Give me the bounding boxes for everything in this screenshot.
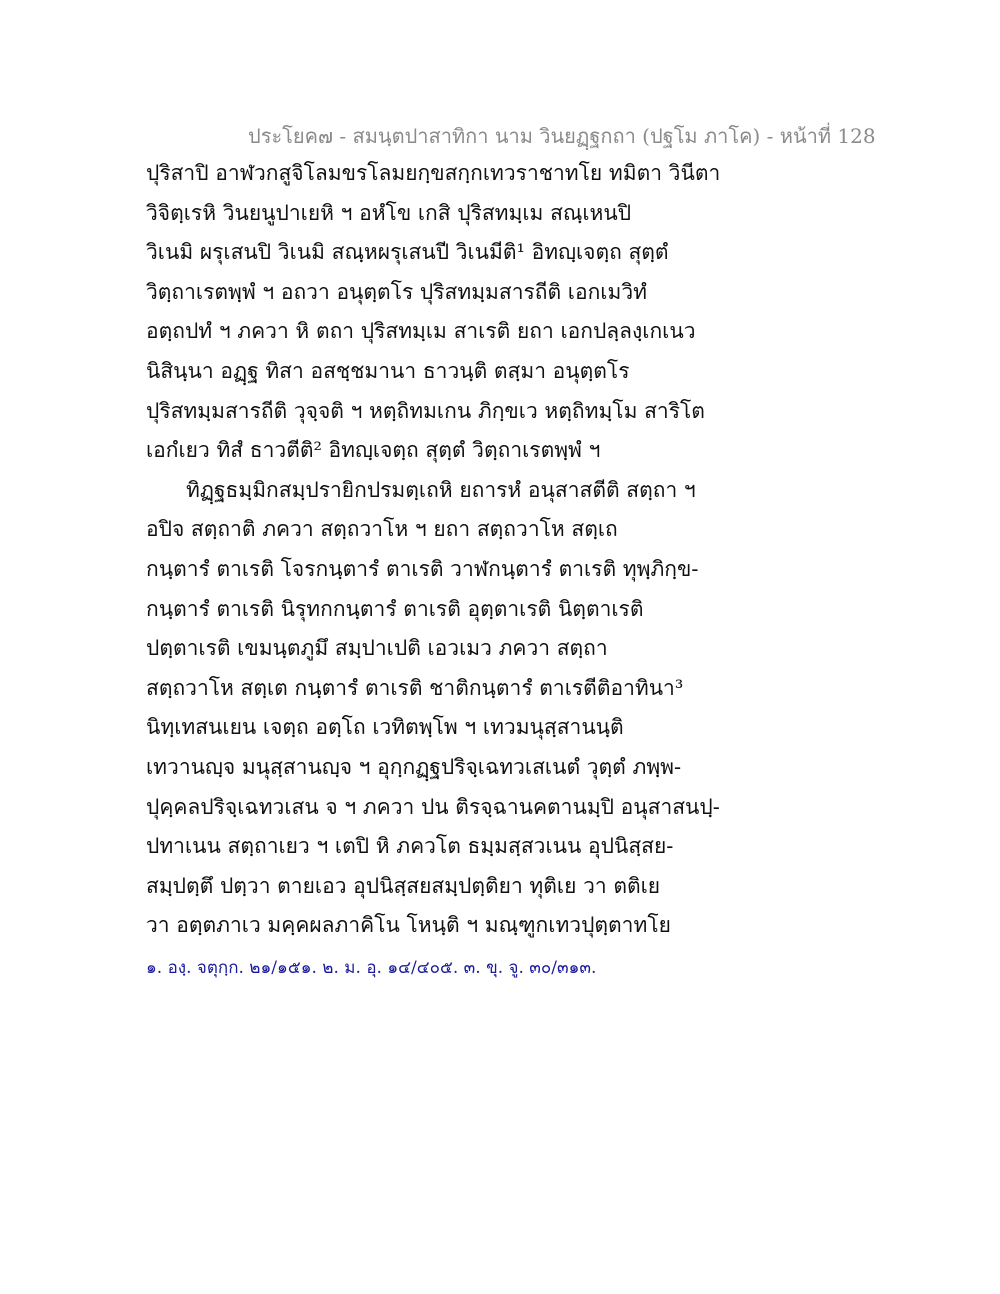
footnote: ๑. องฺ. จตุกฺก. ๒๑/๑๕๑. ๒. ม. อุ. ๑๔/๔๐๕. ๓. ขุ. จู. ๓๐/๓๑๓.	[146, 958, 597, 978]
text-line: อตฺถปทํ ฯ ภควา หิ ตถา ปุริสทมฺเม สาเรติ ยถา เอกปลฺลงฺเกเนว	[146, 319, 696, 344]
text-line: กนฺตารํ ตาเรติ โจรกนฺตารํ ตาเรติ วาฬกนฺตารํ ตาเรติ ทุพฺภิกฺข-	[146, 556, 699, 581]
text-line: สมฺปตฺตึ ปตฺวา ตายเอว อุปนิสฺสยสมฺปตฺติยา ทุติเย วา ตติเย	[146, 873, 661, 898]
text-line: ปุริสทมฺมสารถีติ วุจฺจติ ฯ หตฺถิทมเกน ภิกฺขเว หตฺถิทมฺโม สาริโต	[146, 398, 705, 423]
text-line: ปทาเนน สตฺถาเยว ฯ เตปิ หิ ภควโต ธมฺมสฺสวเนน อุปนิสฺสย-	[146, 834, 674, 859]
paragraph-start-line: ทิฏฺฐธมฺมิกสมฺปรายิกปรมตฺเถหิ ยถารหํ อนุสาสตีติ สตฺถา ฯ	[186, 477, 696, 502]
text-line: วิจิตฺเรหิ วินยนูปาเยหิ ฯ อหํโข เกสิ ปุริสทมฺเม สณฺเหนปิ	[146, 200, 632, 225]
text-line: กนฺตารํ ตาเรติ นิรุทกกนฺตารํ ตาเรติ อุตฺตาเรติ นิตฺตาเรติ	[146, 596, 644, 621]
text-line: สตฺถวาโห สตฺเต กนฺตารํ ตาเรติ ชาติกนฺตารํ ตาเรตีติอาทินา³	[146, 675, 684, 700]
text-line: วา อตฺตภาเว มคฺคผลภาคิโน โหนฺติ ฯ มณฺฑูกเทวปุตฺตาทโย	[146, 913, 671, 938]
text-line: ปุคฺคลปริจฺเฉทวเสน จ ฯ ภควา ปน ติรจฺฉานคตานมฺปิ อนุสาสนปฺ-	[146, 794, 720, 819]
text-line: นิทฺเทสนเยน เจตฺถ อตฺโถ เวทิตพฺโพ ฯ เทวมนุสฺสานนฺติ	[146, 715, 624, 740]
text-line: เอกํเยว ทิสํ ธาวตีติ² อิทญฺเจตฺถ สุตฺตํ วิตฺถาเรตพฺพํ ฯ	[146, 438, 601, 463]
page-header: ประโยค๗ - สมนฺตปาสาทิกา นาม วินยฏฺฐกถา (ปฐโม ภาโค) - หน้าที่ 128	[248, 124, 876, 148]
text-line: วิตฺถาเรตพฺพํ ฯ อถวา อนุตฺตโร ปุริสทมฺมสารถีติ เอกเมวิทํ	[146, 279, 647, 304]
text-line: ปตฺตาเรติ เขมนฺตภูมึ สมฺปาเปติ เอวเมว ภควา สตฺถา	[146, 636, 608, 661]
text-line: นิสินฺนา อฏฺฐ ทิสา อสชฺชมานา ธาวนฺติ ตสฺมา อนุตฺตโร	[146, 358, 630, 383]
text-line: วิเนมิ ผรุเสนปิ วิเนมิ สณฺหผรุเสนปี วิเนมีติ¹ อิทญฺเจตฺถ สุตฺตํ	[146, 240, 669, 265]
text-line: เทวานญฺจ มนุสฺสานญฺจ ฯ อุกฺกฏฺฐปริจฺเฉทวเสเนตํ วุตฺตํ ภพฺพ-	[146, 754, 682, 779]
body-text	[146, 154, 966, 946]
text-line: อปิจ สตฺถาติ ภควา สตฺถวาโห ฯ ยถา สตฺถวาโห สตฺเถ	[146, 517, 618, 542]
text-line: ปุริสาปิ อาฬวกสูจิโลมขรโลมยกฺขสกฺกเทวราชาทโย ทมิตา วินีตา	[146, 161, 721, 185]
